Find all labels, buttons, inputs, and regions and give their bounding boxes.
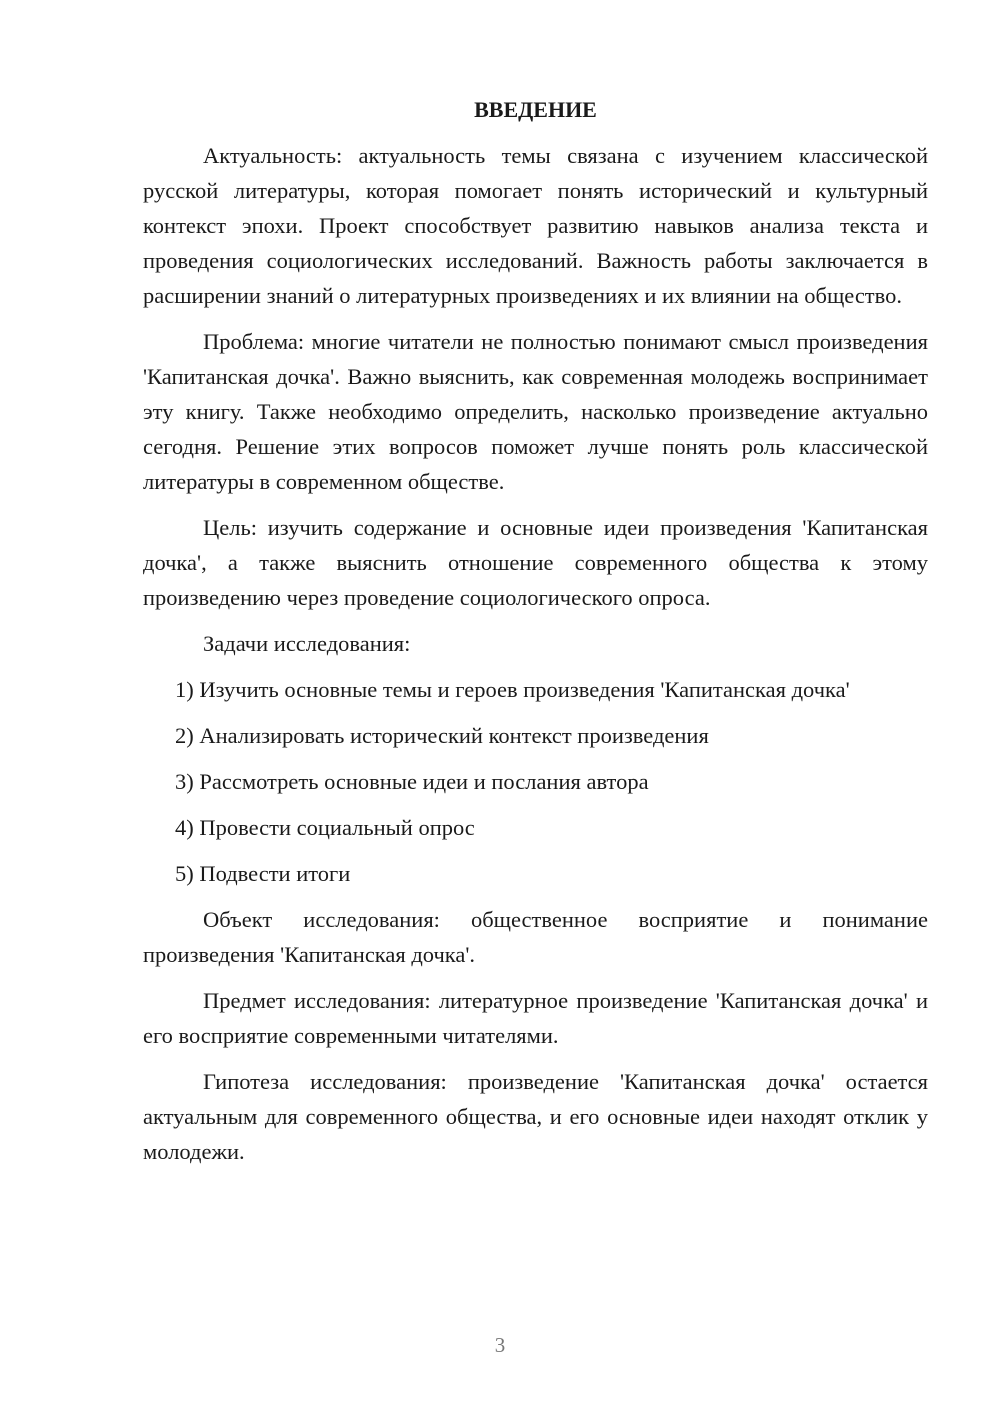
goal-paragraph: Цель: изучить содержание и основные идеи произведения 'Капитанская дочка', а также выяснить отношение современного общества к этому произведению через проведение социологического опроса. — [143, 515, 928, 610]
task-item: 4) Провести социальный опрос — [175, 815, 475, 840]
tasks-list — [143, 672, 928, 891]
task-item: 3) Рассмотреть основные идеи и послания автора — [175, 769, 649, 794]
tasks-heading: Задачи исследования: — [203, 631, 411, 656]
relevance-paragraph: Актуальность: актуальность темы связана с изучением классической русской литературы, которая помогает понять исторический и культурный контекст эпохи. Проект способствует развитию навыков анализа текста и проведения социологических исследований. Важность работы заключается в расширении знаний о литературных произведениях и их влиянии на общество. — [143, 143, 928, 308]
problem-paragraph: Проблема: многие читатели не полностью понимают смысл произведения 'Капитанская дочка'. Важно выяснить, как современная молодежь воспринимает эту книгу. Также необходимо определить, насколько произведение актуально сегодня. Решение этих вопросов поможет лучше понять роль классической литературы в современном обществе. — [143, 329, 928, 494]
document-page — [143, 92, 928, 1169]
object-paragraph: Объект исследования: общественное восприятие и понимание произведения 'Капитанская дочка'. — [143, 907, 928, 967]
page-number: 3 — [494, 1333, 506, 1357]
task-item: 2) Анализировать исторический контекст произведения — [175, 723, 709, 748]
section-title: ВВЕДЕНИЕ — [474, 97, 597, 122]
task-item: 1) Изучить основные темы и героев произведения 'Капитанская дочка' — [175, 677, 850, 702]
subject-paragraph: Предмет исследования: литературное произведение 'Капитанская дочка' и его восприятие современными читателями. — [143, 988, 928, 1048]
hypothesis-paragraph: Гипотеза исследования: произведение 'Капитанская дочка' остается актуальным для современного общества, и его основные идеи находят отклик у молодежи. — [143, 1069, 928, 1164]
task-item: 5) Подвести итоги — [175, 861, 351, 886]
